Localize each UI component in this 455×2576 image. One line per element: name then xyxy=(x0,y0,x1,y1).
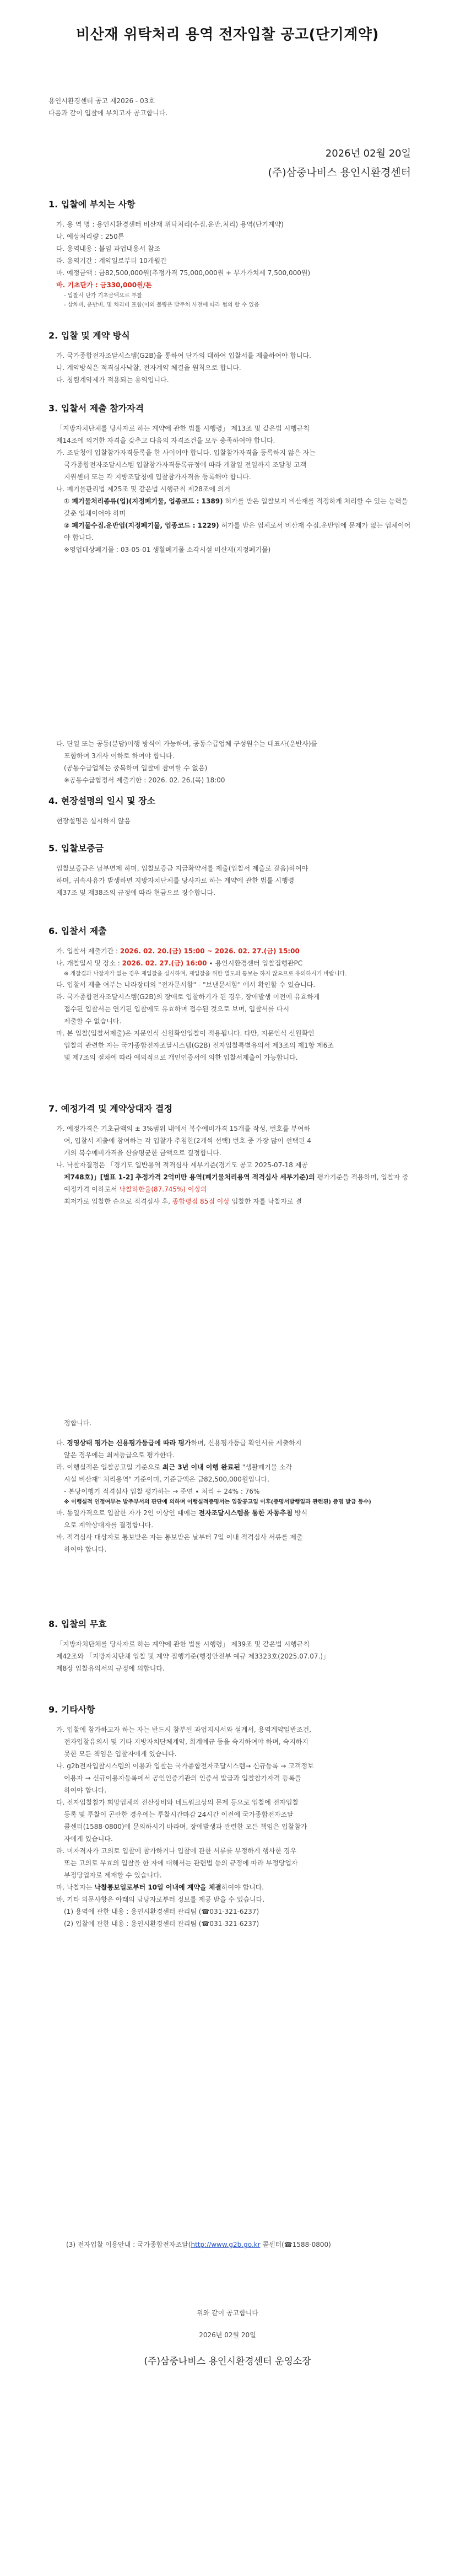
text-line: 입찰의 관련한 자는 국가종합전자조달시스템(G2B) 전자입찰특별유의서 제3조의 제1항 제6조 xyxy=(64,1042,334,1049)
text-line: ※공동수급협정서 제출기한 : 2026. 02. 26.(목) 18:00 xyxy=(64,776,225,784)
text-line: 국가종합전자조달시스템 입찰참가자격등록규정에 따라 개찰일 전일까지 조달청 고객 xyxy=(64,461,307,469)
text-line: 나. 예상처리량 : 250톤 xyxy=(56,233,124,240)
section-site-briefing xyxy=(48,795,412,827)
lower-limit-rate: 낙찰하한율(87.745%) 이상의 xyxy=(117,1185,207,1193)
credit-rating-note: 경영상태 평가는 신용평가등급에 따라 평가 xyxy=(67,1439,191,1447)
text-line: 「지방자치단체를 당사자로 하는 계약에 관한 법률 시행령」 제39조 및 같은법 시행규칙 xyxy=(56,1640,310,1648)
e-bidding-guide xyxy=(66,2240,331,2249)
note-line: - 입찰시 단가 기초금액으로 투찰 xyxy=(64,293,142,299)
text-line: 다. 입찰서 제출 여부는 나라장터의 "전자문서함" - "보낸문서함" 에서 확인할 수 있습니다. xyxy=(56,981,316,989)
text-span: "생활폐기물 소각 xyxy=(240,1463,292,1471)
notice-date: 2026년 02월 20일 xyxy=(325,148,411,159)
text-line: 다. 전자입찰참가 희망업체의 전산장비와 네트워크상의 문제 등으로 입찰에 전자입찰 xyxy=(56,1799,299,1806)
submission-period: 2026. 02. 20.(금) 15:00 ~ 2026. 02. 27.(금) 15:00 xyxy=(120,947,300,955)
text-span: 마. 낙찰자는 xyxy=(56,1883,95,1891)
submission-period-label: 가. 입찰서 제출기간 : xyxy=(56,947,120,955)
spacer xyxy=(48,1208,412,1417)
text-line: 못한 모든 책임은 입찰자에게 있습니다. xyxy=(64,1750,177,1758)
section-title: 4. 현장설명의 일시 및 장소 xyxy=(48,796,156,806)
text-line: 라. 용역기간 : 계약일로부터 10개월간 xyxy=(56,257,167,265)
text-line: 바. 적격심사 대상자로 통보받은 자는 통보받은 날부터 7일 이내 적격심사 서류를 제출 xyxy=(56,1533,303,1541)
text-line: 나. 폐기물관리법 제25조 및 같은법 시행규칙 제28조에 의거 xyxy=(56,485,231,493)
text-line: 다. 용역내용 : 불임 과업내용서 참조 xyxy=(56,245,161,253)
text-span: 평가기준을 적용하며, 입찰자 중 예정가격 이하로서 xyxy=(64,1173,409,1193)
text-line: 제14조에 의거한 자격을 갖추고 다음의 자격조건을 모두 충족하여야 합니다. xyxy=(56,437,275,444)
section-invalid-bids xyxy=(48,1618,412,1675)
text-line: 마. 예정금액 : 금82,500,000원(추정가격 75,000,000원 + 부가가치세 7,500,000원) xyxy=(56,269,311,277)
text-line: 마. 본 입찰(입찰서제출)은 지문인식 신원확인입찰이 적용됩니다. 다만, 지문인식 신원확인 xyxy=(56,1029,315,1037)
text-line xyxy=(48,495,412,519)
opening-label: 나. 개찰일시 및 장소 : xyxy=(56,959,122,967)
section-title: 7. 예정가격 및 계약상대자 결정 xyxy=(48,1103,172,1114)
text-span: 라. 이행실적은 입찰공고일 기준으로 xyxy=(56,1463,162,1471)
intro-block xyxy=(48,95,167,119)
text-span: 콜센터(☎1588-0800) xyxy=(260,2241,331,2248)
text-line: 가. 국가종합전자조달시스템(G2B)을 통하여 단가의 대하여 입찰서를 제출하여야 합니다. xyxy=(56,352,311,359)
contract-deadline: 낙찰통보일로부터 10일 이내에 계약을 체결 xyxy=(94,1883,221,1891)
text-line: 바. 기타 의문사항은 아래의 담당자로부터 정보를 제공 받을 수 있습니다. xyxy=(56,1896,265,1903)
text-line: 제8장 입찰유의서의 규정에 의합니다. xyxy=(56,1665,165,1672)
section-title: 2. 입찰 및 계약 방식 xyxy=(48,330,130,341)
text-line xyxy=(48,1507,412,1519)
section-award xyxy=(48,1103,412,1555)
section-title: 8. 입찰의 무효 xyxy=(48,1619,107,1629)
text-span: 최저가로 입찰한 순으로 적격심사 후, xyxy=(64,1198,170,1205)
text-line xyxy=(48,1171,412,1195)
opening-datetime: 2026. 02. 27.(금) 16:00 xyxy=(122,959,207,967)
text-line: 이용자 → 신규이용자등록에서 공인인증기관의 인증서 발급과 입찰참가자격 등록을 xyxy=(64,1774,301,1782)
text-span: 다. xyxy=(56,1439,67,1447)
text-line: 콜센터(1588-0800)에 문의하시기 바라며, 장애발생과 관련한 모든 책임은 입찰참가 xyxy=(64,1823,307,1831)
text-line: 으로 계약상대자를 결정합니다. xyxy=(64,1521,154,1529)
text-line: 라. 국가종합전자조달시스템(G2B)의 장애로 입찰하기가 된 경우, 장애발생 이전에 유효하게 xyxy=(56,993,320,1001)
text-line xyxy=(48,1195,412,1208)
page-title: 비산재 위탁처리 용역 전자입찰 공고(단기계약) xyxy=(76,26,379,43)
text-span: 마. 동일가격으로 입찰한 자가 2인 이상인 때에는 xyxy=(56,1509,199,1517)
license-desc-1: 허가를 받은 입찰보지 비산재를 적정하게 처리할 수 있는 능력을 갖춘 업체이어야 하며 xyxy=(64,497,408,517)
section-title: 1. 입찰에 부치는 사항 xyxy=(48,199,136,210)
text-line: 나. 계약방식은 적격심사낙찰, 전자계약 체결을 원칙으로 합니다. xyxy=(56,364,241,372)
text-line: 다. 청렴계약제가 적용되는 용역입니다. xyxy=(56,376,169,384)
license-type-2: ② 폐기물수집․운반업(지정폐기물, 업종코드 : 1229) xyxy=(64,522,219,529)
spacer xyxy=(48,556,412,738)
text-line: 현장설명은 실시하지 않음 xyxy=(56,817,131,825)
text-line: 자에게 있습니다. xyxy=(64,1835,113,1843)
closing-text: 위와 같이 공고합니다 xyxy=(197,2309,258,2317)
note-line: - 상차비, 운반비, 및 처리비 포함(이외 불량은 발주처 사전에 따라 협의 할 수 있음 xyxy=(64,302,259,308)
text-line: - 본당이행기 적격심사 입찰 평가하는 → 준연 ∙ 처리 + 24% : 76% xyxy=(64,1488,260,1495)
section-title: 9. 기타사항 xyxy=(48,1704,95,1715)
text-line: 또는 고의로 무효의 입찰을 한 자에 대해서는 관련법 등의 규정에 따라 부정당업자 xyxy=(64,1859,298,1867)
note-line: ※ 개찰결과 낙찰자가 없는 경우 재입찰을 실시하며, 재입찰을 위한 별도의 통보는 하지 않으므로 유의하시기 바랍니다. xyxy=(64,971,347,977)
text-line xyxy=(48,957,412,969)
section-title: 5. 입찰보증금 xyxy=(48,843,104,854)
text-line: (공동수급업체는 중복하여 입찰에 참여할 수 없음) xyxy=(64,764,208,772)
contact-bid: (2) 입찰에 관한 내용 : 용인시환경센터 관리팀 (☎031-321-6237) xyxy=(64,1920,259,1928)
text-line: 지원센터 또는 각 지방조달청에 입찰참가자격을 등록해야 합니다. xyxy=(64,473,251,481)
text-line: 개의 복수예비가격을 산술평균한 금액으로 결정합니다. xyxy=(64,1149,221,1157)
section-title: 3. 입찰서 제출 참가자격 xyxy=(48,403,144,414)
text-line: 않은 경우에는 최저등급으로 평가한다. xyxy=(64,1451,175,1459)
section-other-matters xyxy=(48,1704,412,1930)
section-title: 6. 입찰서 제출 xyxy=(48,926,107,936)
text-line xyxy=(48,1437,412,1449)
text-line: 제출할 수 없습니다. xyxy=(64,1017,122,1025)
text-line: 라. 미자격자가 고의로 입찰에 참가하거나 입찰에 관한 서류를 부정하게 행사한 경우 xyxy=(56,1847,297,1855)
text-line: 가. 입찰에 참가하고자 하는 자는 반드시 참부된 과업지시서와 설계서, 용역계약일반조건, xyxy=(56,1726,312,1734)
text-line: 제37조 및 제38조의 규정에 따라 현금으로 징수합니다. xyxy=(56,889,216,897)
text-line: 나. 낙찰자결정은 「경기도 일반용역 적격심사 세부기준(경기도 공고 2025-07-18 제공 xyxy=(56,1161,308,1169)
text-line: 「지방자치단체를 당사자로 하는 계약에 관한 법률 시행령」 제13조 및 같은법 시행규칙 xyxy=(56,425,310,432)
text-span: (3) 전자입찰 이용안내 : 국가종합전자조달( xyxy=(66,2241,191,2248)
opening-place: ∙ 용인시환경센터 입찰집행관PC xyxy=(207,959,303,967)
section-eligibility xyxy=(48,402,412,786)
section-bid-method xyxy=(48,330,412,386)
text-line: 하며, 귀속사유가 발생하면 지방자치단체를 당사자로 하는 계약에 관한 법률 시행령 xyxy=(56,877,295,884)
score-threshold: 종합평점 85점 이상 xyxy=(170,1198,230,1205)
text-line: 제42조와 「지방자치단체 입찰 및 계약 집행기준(행정안전부 예규 제3323호(2025.07.07.)」 xyxy=(56,1652,330,1660)
text-span: 하며, 신용평가등급 확인서를 제출하지 xyxy=(191,1439,302,1447)
base-unit-price: 바. 기초단가 : 금330,000원/톤 xyxy=(56,281,152,289)
text-span: 입찰한 자를 낙찰자로 결 xyxy=(229,1198,302,1205)
text-line: 시설 비산재" 처리용역" 기준이며, 기준금액은 금82,500,000원입니다. xyxy=(64,1475,270,1483)
notice-text: 다음과 같이 입찰에 부치고자 공고합니다. xyxy=(48,109,168,117)
license-type-1: ① 폐기물처리종류(업)(지정폐기물, 업종코드 : 1389) xyxy=(64,497,223,505)
text-line: 하여야 합니다. xyxy=(64,1545,107,1553)
contact-service: (1) 용역에 관한 내용 : 용인시환경센터 관리팀 (☎031-321-6237) xyxy=(64,1908,259,1915)
text-line: 여, 입찰서 제출에 참여하는 각 입찰가 추첨한(2개씩 선택) 번호 중 가장 많이 선택된 4 xyxy=(64,1137,311,1145)
issuing-organization: (주)삼중나비스 용인시환경센터 xyxy=(268,167,411,179)
text-line: ※영업대상폐기물 : 03-05-01 생활폐기물 소각시설 비산재(지정폐기물) xyxy=(64,546,271,554)
text-line xyxy=(48,1881,412,1893)
text-line: 다. 단일 또는 공동(분담)이행 방식이 가능하며, 공동수급업체 구성원수는 대표사(운반사)를 xyxy=(56,740,318,748)
text-line: 하여야 합니다. xyxy=(64,1786,107,1794)
notice-number: 용인시환경센터 공고 제2026 - 03호 xyxy=(48,97,155,105)
license-desc-2: 허가를 받은 업체로서 비산재 수집․운반업에 문제가 없는 업체이어야 합니다. xyxy=(64,522,411,541)
text-span: 하여야 합니다. xyxy=(221,1883,264,1891)
section-bid-items xyxy=(48,198,412,310)
text-line: 등록 및 투찰이 곤란한 경우에는 투찰시간마감 24시간 이전에 국가종합전자조달 xyxy=(64,1811,294,1818)
text-line: 포함하여 3개사 이하로 하여야 합니다. xyxy=(64,752,175,760)
text-line xyxy=(48,945,412,957)
text-line: 가. 조달청에 입찰참가자격등록을 한 사이어야 합니다. 입찰참가자격을 등록하지 않은 자는 xyxy=(56,449,316,457)
section-bid-bond xyxy=(48,842,412,899)
note-line: ※ 이행실적 인정여부는 발주부서의 판단에 의하며 이행실적증명서는 입찰공고일 이후(증명서발행일과 관련된) 증명 발급 등수) xyxy=(64,1499,371,1505)
text-span: 방식 xyxy=(292,1509,308,1517)
g2b-link[interactable]: http://www.g2b.go.kr xyxy=(191,2241,261,2248)
text-line xyxy=(48,1461,412,1473)
closing-date: 2026년 02월 20일 xyxy=(199,2331,256,2339)
criteria-ref: 제748호)」[별표 1-2] 추정가격 2억미만 용역(폐기물처리용역 적격심사 세부기준)의 xyxy=(64,1173,315,1181)
text-line: 전자입찰유의서 및 기타 지방자치단체계약, 회계예규 등을 숙지하여야 하며, 숙지하지 xyxy=(64,1738,308,1746)
text-line: 나. g2b전자입찰시스템의 이용과 입찰는 국가종합전자조달시스템→ 신규등록 → 고객정보 xyxy=(56,1762,314,1770)
text-line: 정합니다. xyxy=(64,1419,92,1427)
text-line: 및 제7조의 절차에 따라 예외적으로 개인인증서에 의한 입찰서제출이 가능합니다. xyxy=(64,1054,298,1061)
text-line: 가. 예정가격은 기초금액의 ± 3%범위 내에서 복수예비가격 15개를 작성, 번호를 부여하 xyxy=(56,1125,311,1133)
text-line: 접수된 입찰서는 연기된 입찰에도 유효하며 접수된 것으로 보며, 입찰서를 다시 xyxy=(64,1005,290,1013)
text-line: 부정당업자로 제재할 수 있습니다. xyxy=(64,1871,162,1879)
performance-period: 최근 3년 이내 이행 완료된 xyxy=(162,1463,240,1471)
section-bid-submission xyxy=(48,925,412,1064)
text-line xyxy=(48,519,412,544)
closing-organization: (주)삼중나비스 용인시환경센터 운영소장 xyxy=(144,2356,311,2367)
text-line: 가. 용 역 명 : 용인시환경센터 비산재 위탁처리(수집․운반․처리) 용역(단기계약) xyxy=(56,221,284,228)
auto-draw-method: 전자조달시스템을 통한 자동추첨 xyxy=(198,1509,293,1517)
text-line: 입찰보증금은 납부면제 하며, 입찰보증금 지급확약서를 제출(입찰서 제출로 갈음)하여야 xyxy=(56,865,308,872)
